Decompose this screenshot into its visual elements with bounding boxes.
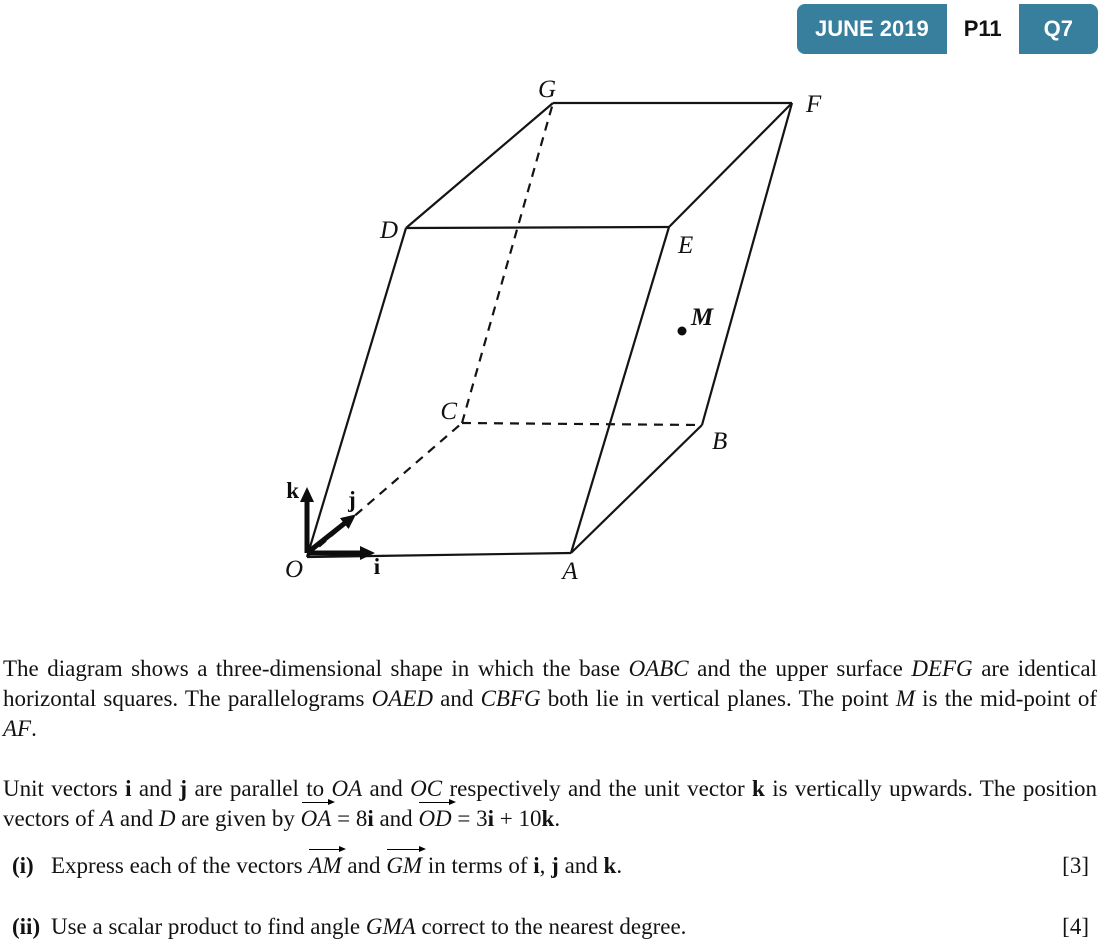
text-segment: i bbox=[125, 776, 132, 801]
question-part-ii bbox=[3, 912, 1097, 942]
text-segment: M bbox=[895, 686, 916, 711]
vector-notation: GM bbox=[386, 851, 422, 881]
text-segment: Unit vectors bbox=[3, 776, 126, 801]
edge-CB bbox=[462, 423, 702, 425]
badge-paper-label: P11 bbox=[947, 4, 1019, 54]
edge-DE bbox=[406, 227, 669, 228]
vertex-label-F: F bbox=[806, 91, 822, 118]
text-segment: and bbox=[341, 853, 387, 878]
text-segment: CBFG bbox=[480, 686, 541, 711]
vertex-label-O: O bbox=[284, 556, 303, 583]
badge-session-label: JUNE 2019 bbox=[814, 16, 929, 41]
text-segment: DEFG bbox=[911, 656, 973, 681]
text-segment: . bbox=[554, 806, 561, 831]
paragraph-description bbox=[3, 654, 1097, 744]
text-segment: GMA bbox=[365, 914, 416, 939]
axis-label-k: k bbox=[286, 478, 299, 503]
edge-BF bbox=[702, 103, 792, 425]
text-segment: OA bbox=[331, 776, 363, 801]
vertex-label-A: A bbox=[562, 558, 578, 585]
text-segment: and bbox=[433, 686, 481, 711]
question-i-marks: [3] bbox=[1062, 853, 1089, 878]
text-segment: and bbox=[362, 776, 411, 801]
vertex-label-C: C bbox=[440, 398, 457, 425]
text-segment: = 3 bbox=[451, 806, 488, 831]
text-segment: is vertically upwards. The position vectors of bbox=[3, 776, 1098, 831]
text-segment: and bbox=[373, 806, 419, 831]
text-segment: , bbox=[539, 853, 552, 878]
text-segment: . bbox=[31, 716, 37, 741]
text-segment: + 10 bbox=[494, 806, 542, 831]
vector-notation: OD bbox=[418, 804, 451, 834]
text-segment: respectively and the unit vector bbox=[442, 776, 753, 801]
text-segment: D bbox=[158, 806, 176, 831]
text-segment: both lie in vertical planes. The point bbox=[540, 686, 896, 711]
question-i-label: (i) bbox=[12, 853, 34, 878]
vector-notation: OA bbox=[301, 804, 332, 834]
midpoint-dot bbox=[678, 327, 687, 336]
text-segment: Express each of the vectors bbox=[51, 853, 309, 878]
question-badge bbox=[797, 4, 1098, 54]
text-segment: are parallel to bbox=[187, 776, 332, 801]
edge-OD bbox=[307, 228, 406, 557]
text-segment: i bbox=[487, 806, 495, 831]
text-segment: and bbox=[131, 776, 180, 801]
text-segment: and the upper surface bbox=[688, 656, 912, 681]
text-segment: i bbox=[533, 853, 540, 878]
text-segment: correct to the nearest degree. bbox=[415, 914, 687, 939]
badge-question-label: Q7 bbox=[1043, 16, 1073, 41]
text-segment: k bbox=[752, 776, 765, 801]
text-segment: and bbox=[114, 806, 159, 831]
question-part-i bbox=[3, 851, 1097, 881]
text-segment: k bbox=[541, 806, 555, 831]
diagram-content bbox=[285, 76, 822, 585]
text-segment: The diagram shows a three-dimensional shape in which the base bbox=[3, 656, 629, 681]
text-segment: in terms of bbox=[422, 853, 534, 878]
vector-notation: AM bbox=[308, 851, 341, 881]
text-segment: j bbox=[179, 776, 188, 801]
vertex-label-B: B bbox=[712, 428, 728, 455]
paragraph-vectors bbox=[3, 774, 1097, 834]
vertex-label-M: M bbox=[691, 304, 714, 331]
vertex-label-G: G bbox=[537, 76, 557, 103]
text-segment: A bbox=[100, 806, 115, 831]
text-segment: i bbox=[367, 806, 374, 831]
edge-DG bbox=[406, 103, 553, 228]
question-ii-label: (ii) bbox=[12, 914, 41, 939]
text-segment: are given by bbox=[175, 806, 301, 831]
text-segment: k bbox=[603, 853, 617, 878]
axis-label-i: i bbox=[373, 554, 381, 579]
text-segment: are identical horizontal squares. The parallelograms bbox=[3, 656, 1097, 711]
text-segment: Use a scalar product to find angle bbox=[51, 914, 366, 939]
edge-CG bbox=[462, 103, 553, 423]
question-i-text bbox=[51, 851, 1053, 881]
text-segment: . bbox=[616, 853, 623, 878]
axis-label-j: j bbox=[348, 487, 356, 512]
text-segment: OABC bbox=[628, 656, 689, 681]
text-segment: OC bbox=[410, 776, 443, 801]
text-segment: = 8 bbox=[331, 806, 368, 831]
text-segment: and bbox=[558, 853, 604, 878]
vertex-label-E: E bbox=[678, 232, 694, 259]
question-ii-marks: [4] bbox=[1062, 914, 1089, 939]
text-segment: AF bbox=[3, 716, 32, 741]
text-segment: is the mid-point of bbox=[915, 686, 1098, 711]
vertex-label-D: D bbox=[379, 217, 398, 244]
text-segment: OAED bbox=[371, 686, 433, 711]
text-segment: j bbox=[551, 853, 559, 878]
question-ii-text bbox=[51, 912, 1053, 942]
